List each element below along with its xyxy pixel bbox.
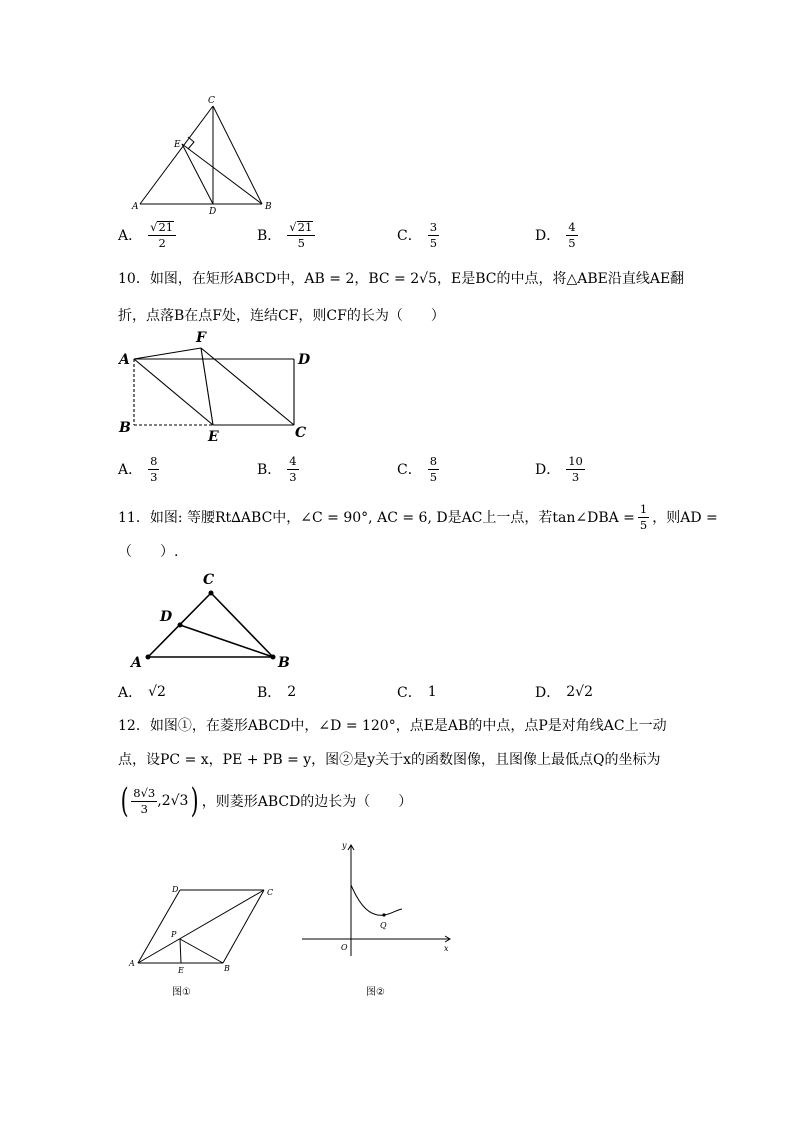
- q11-text-line2: （ ）.: [118, 544, 179, 560]
- q10-label-f: F: [196, 330, 206, 346]
- q12-coord-rparen: ): [191, 781, 200, 821]
- q12-fig2-label-y: y: [342, 841, 347, 850]
- q9-option-b[interactable]: B． $\frac{√21}{5}$: [257, 218, 315, 252]
- q9-options: [118, 218, 718, 252]
- q12-text-line2: 点，设PC = x，PE + PB = y，图②是y关于x的函数图像，且图像上最低点Q的坐标为: [118, 752, 661, 768]
- q12-fig1-label-p: P: [171, 930, 177, 939]
- q12-function-graph: [298, 838, 462, 960]
- q10-options: [118, 452, 718, 486]
- q12-fig1-label-e: E: [178, 966, 184, 975]
- q12-rhombus-figure: [124, 880, 284, 980]
- q10-text-line1: 10．如图，在矩形ABCD中，AB = 2，BC = 2√5，E是BC的中点，将△ABE沿直线AE翻: [118, 271, 685, 287]
- q11-option-b[interactable]: B． 2: [257, 684, 297, 701]
- q11-label-b: B: [278, 655, 290, 671]
- q10-option-d[interactable]: D． $\frac{10}{3}$: [535, 454, 583, 484]
- q10-label-c: C: [295, 425, 307, 441]
- q10-text-line2: 折，点落B在点F处，连结CF，则CF的长为（ ）: [118, 308, 445, 324]
- q12-fig1-label-b: B: [224, 964, 230, 973]
- q10-option-b[interactable]: B． $\frac{4}{3}$: [257, 454, 297, 484]
- q11-triangle-figure: [126, 568, 296, 672]
- q12-coord-lparen: (: [120, 781, 129, 821]
- q10-label-d: D: [298, 352, 311, 368]
- q11-option-a[interactable]: A． √2: [118, 684, 166, 701]
- q12-fig2-label-x: x: [444, 944, 449, 953]
- q10-option-c[interactable]: C． $\frac{8}{5}$: [397, 454, 438, 484]
- q11-text-line1: [118, 500, 718, 534]
- q9-label-e: E: [174, 140, 181, 150]
- q12-caption-fig1: 图①: [172, 987, 191, 998]
- q12-fig2-label-q: Q: [380, 921, 387, 930]
- q9-label-c: C: [208, 96, 215, 106]
- q11-label-d: D: [160, 609, 173, 625]
- q11-label-a: A: [131, 655, 142, 671]
- q9-label-a: A: [132, 202, 139, 212]
- q12-text-line3: ( $\frac{8√3}{3}$ , 2√3 ) ，则菱形ABCD的边长为（ ）: [120, 781, 413, 821]
- q12-caption-fig2: 图②: [366, 987, 385, 998]
- q9-option-c[interactable]: C． $\frac{3}{5}$: [397, 220, 438, 250]
- q11-text-pre: 11．如图: 等腰Rt∆ABC中，∠C = 90°, AC = 6, D是AC上一点，若tan∠DBA =: [118, 510, 635, 526]
- q11-option-c[interactable]: C． 1: [397, 684, 437, 701]
- q11-text-post: ，则AD =: [652, 510, 718, 526]
- q10-option-a[interactable]: A． $\frac{8}{3}$: [118, 454, 158, 484]
- q12-text-line1: 12．如图①，在菱形ABCD中，∠D = 120°，点E是AB的中点，点P是对角线AC上一动: [118, 718, 667, 734]
- q9-option-a[interactable]: A． $\frac{√21}{2}$: [118, 218, 176, 252]
- q11-label-c: C: [203, 572, 215, 588]
- q10-rectangle-figure: [116, 328, 316, 444]
- q10-label-a: A: [119, 352, 130, 368]
- q12-fig1-label-c: C: [267, 888, 274, 897]
- q12-coord-x-fraction: $\frac{8√3}{3}$: [133, 786, 156, 816]
- q12-fig2-label-o: O: [341, 943, 348, 952]
- q11-tan-fraction: $\frac{1}{5}$: [639, 502, 648, 532]
- q12-text-post: ，则菱形ABCD的边长为（ ）: [201, 794, 413, 810]
- q12-fig1-label-d: D: [172, 885, 179, 894]
- q9-label-b: B: [265, 202, 272, 212]
- q11-option-d[interactable]: D． 2√2: [535, 684, 593, 701]
- q10-label-e: E: [208, 429, 219, 445]
- q9-triangle-figure: [120, 92, 280, 220]
- q12-coord-y: 2√3: [161, 793, 189, 809]
- q11-options: [118, 675, 718, 709]
- q9-option-d[interactable]: D． $\frac{4}{5}$: [535, 220, 576, 250]
- q12-fig1-label-a: A: [129, 959, 135, 968]
- q10-label-b: B: [119, 420, 131, 436]
- q9-label-d: D: [209, 207, 217, 217]
